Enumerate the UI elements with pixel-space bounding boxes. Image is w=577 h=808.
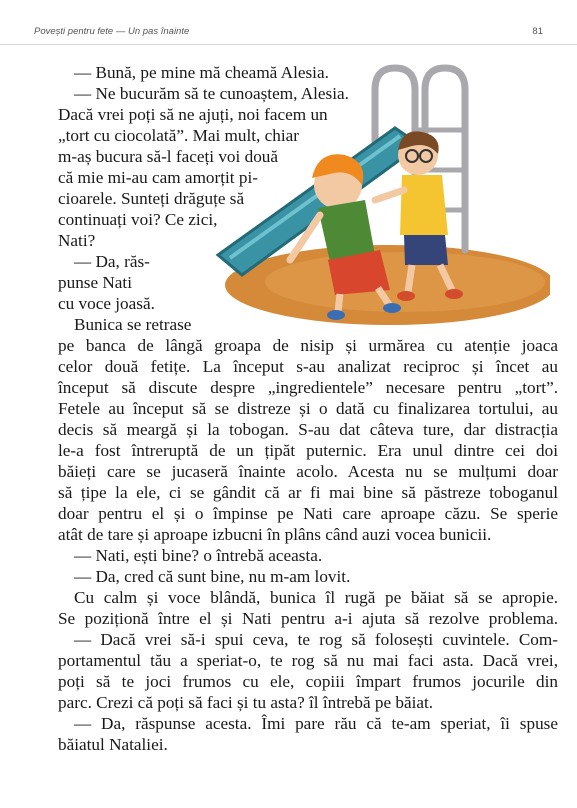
text-line: continuați voi? Ce zici, (58, 210, 218, 229)
text-line: Bunica se retrase (74, 315, 192, 334)
text-line: — Nati, ești bine? o întrebă aceasta. (74, 546, 323, 565)
text-line: Cu calm și voce blândă, bunica îl rugă pe băiat să se apropie. (74, 588, 558, 607)
text-line: cu voce joasă. (58, 294, 155, 313)
running-header (0, 0, 577, 45)
text-line: început să discute despre „ingredientele” necesare pentru „tort”. (58, 378, 558, 397)
text-line: Dacă vrei poți să ne ajuți, noi facem un (58, 105, 328, 124)
text-line: — Da, răspunse acesta. Îmi pare rău că te-am speriat, îi spuse (74, 714, 558, 733)
text-line: să țipe la ele, ci se gândit că ar fi mai bine să păstreze toboganul (58, 483, 558, 502)
text-line: — Ne bucurăm să te cunoaștem, Alesia. (74, 84, 349, 103)
text-line: cioarele. Sunteți drăguțe să (58, 189, 245, 208)
text-line: „tort cu ciocolată”. Mai mult, chiar (58, 126, 300, 145)
text-line: Se poziționă între el și Nati pentru a-i ajuta să rezolve problema. (58, 609, 558, 628)
text-line: Nati? (58, 231, 96, 250)
text-line: portamentul tău a speriat-o, te rog să nu mai faci asta. Dacă vrei, (58, 651, 558, 670)
text-line: că mie mi-au cam amorțit pi- (58, 168, 258, 187)
text-line: — Bună, pe mine mă cheamă Alesia. (74, 63, 329, 82)
text-line: parc. Crezi că poți să faci și tu asta? îl întrebă pe băiat. (58, 693, 434, 712)
text-line: doar pentru el și o împinse pe Nati care aproape căzu. Se sperie (58, 504, 558, 523)
text-line: băieți care se jucaseră înainte acolo. Acesta nu se mulțumi doar (58, 462, 558, 481)
page-number: 81 (532, 26, 543, 37)
text-line: atât de tare și aproape izbucni în plâns când auzi vocea bunicii. (58, 525, 492, 544)
text-line: — Da, cred că sunt bine, nu m-am lovit. (74, 567, 351, 586)
text-line: Fetele au început să se distreze și o dată cu finalizarea tortului, au (58, 399, 558, 418)
text-line: — Dacă vrei să-i spui ceva, te rog să folosești cuvintele. Com- (74, 630, 558, 649)
text-line: punse Nati (58, 273, 132, 292)
text-line: le-a fost întreruptă de un țipăt puternic. Era unul dintre cei doi (58, 441, 558, 460)
text-line: celor două fetițe. La început s-au analizat reciproc și încet au (58, 357, 558, 376)
text-line: pe banca de lângă groapa de nisip și urmărea cu atenție joaca (58, 336, 558, 355)
text-line: decis să meargă și la tobogan. S-au dat câteva ture, dar distracția (58, 420, 558, 439)
text-line: poți să te joci frumos cu ele, copiii împart frumos jocurile din (58, 672, 558, 691)
text-line: — Da, răs- (74, 252, 150, 271)
book-title: Povești pentru fete — Un pas înainte (34, 26, 190, 37)
text-line: m-aș bucura să-l faceți voi două (58, 147, 279, 166)
text-line: băiatul Nataliei. (58, 735, 168, 754)
